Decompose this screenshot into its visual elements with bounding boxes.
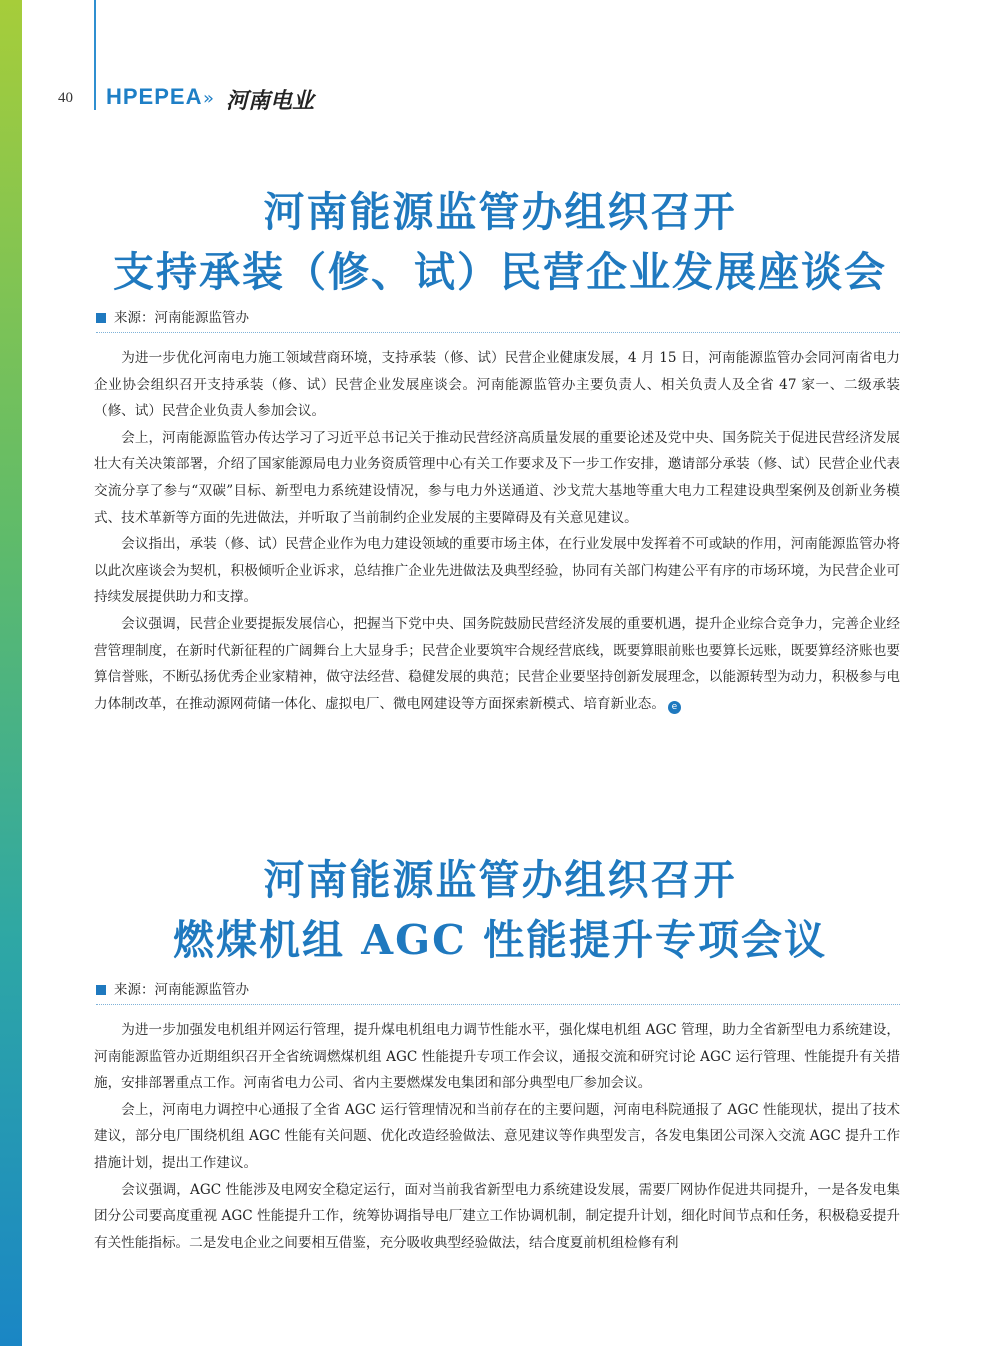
article2-title-line2: 燃煤机组 AGC 性能提升专项会议 bbox=[172, 916, 827, 964]
article1-paragraph: 会议指出，承装（修、试）民营企业作为电力建设领域的重要市场主体，在行业发展中发挥着不可或缺的作用，河南能源监管办将以此次座谈会为契机，积极倾听企业诉求，总结推广企业先进做法及典型经验，协同有关部门构建公平有序的市场环境，为民营企业可持续发展提供助力和支撑。 bbox=[94, 536, 900, 606]
article2-source-text: 来源：河南能源监管办 bbox=[114, 982, 249, 998]
side-color-bar bbox=[0, 0, 22, 1346]
article2-paragraph: 会议强调，AGC 性能涉及电网安全稳定运行，面对当前我省新型电力系统建设发展，需要厂网协作促进共同提升，一是各发电集团分公司要高度重视 AGC 性能提升工作，统筹协调指导电厂建立工作协调机制，制定提升计划，细化时间节点和任务，积极稳妥提升有关性能指标。二是发电企业之间要相互借鉴，充分吸收典型经验做法，结合度夏前机组检修有利 bbox=[94, 1181, 900, 1251]
article1-source-text: 来源：河南能源监管办 bbox=[114, 310, 249, 326]
article1-title bbox=[60, 182, 940, 302]
magazine-brand-chinese: 河南电业 bbox=[226, 88, 315, 114]
article1-paragraph: 会上，河南能源监管办传达学习了习近平总书记关于推动民营经济高质量发展的重要论述及党中央、国务院关于促进民营经济发展壮大有关决策部署，介绍了国家能源局电力业务资质管理中心有关工作要求及下一步工作安排，邀请部分承装（修、试）民营企业代表交流分享了参与“双碳”目标、新型电力系统建设情况，参与电力外送通道、沙戈荒大基地等重大电力工程建设典型案例及创新业务模式、技术革新等方面的先进做法，并听取了当前制约企业发展的主要障碍及有关意见建议。 bbox=[94, 429, 900, 526]
article2-paragraph: 会上，河南电力调控中心通报了全省 AGC 运行管理情况和当前存在的主要问题，河南电科院通报了 AGC 性能现状，提出了技术建议，部分电厂围绕机组 AGC 性能有关问题、优化改造经验做法、意见建议等作典型发言，各发电集团公司深入交流 AGC 提升工作措施计划，提出工作建议。 bbox=[94, 1101, 900, 1171]
source-square-icon bbox=[96, 313, 106, 323]
article1-paragraph-text: 会议强调，民营企业要提振发展信心，把握当下党中央、国务院鼓励民营经济发展的重要机遇，提升企业综合竞争力，完善企业经营管理制度，在新时代新征程的广阔舞台上大显身手；民营企业要筑牢合规经营底线，既要算眼前账也要算长远账，既要算经济账也要算信誉账，不断弘扬优秀企业家精神，做守法经营、稳健发展的典范；民营企业要坚持创新发展理念，以能源转型为动力，积极参与电力体制改革，在推动源网荷储一体化、虚拟电厂、微电网建设等方面探索新模式、培育新业态。 bbox=[94, 615, 900, 712]
end-mark-icon: e bbox=[668, 701, 681, 714]
article1-title-line2: 支持承装（修、试）民营企业发展座谈会 bbox=[113, 248, 887, 296]
source-square-icon bbox=[96, 985, 106, 995]
article1-source bbox=[96, 306, 900, 333]
article1-paragraph bbox=[94, 611, 900, 717]
brand-separator: » bbox=[203, 88, 215, 109]
article2-title-line1: 河南能源监管办组织召开 bbox=[263, 856, 737, 904]
article1-body bbox=[94, 345, 900, 717]
page-number: 40 bbox=[58, 90, 73, 106]
article1-title-line1: 河南能源监管办组织召开 bbox=[263, 188, 737, 236]
article1-paragraph: 为进一步优化河南电力施工领域营商环境，支持承装（修、试）民营企业健康发展，4 月 15 日，河南能源监管办会同河南省电力企业协会组织召开支持承装（修、试）民营企业发展座谈会。河南能源监管办主要负责人、相关负责人及全省 47 家一、二级承装（修、试）民营企业负责人参加会议。 bbox=[94, 350, 900, 420]
header-divider bbox=[94, 0, 96, 110]
article2-title bbox=[60, 850, 940, 970]
article2-body bbox=[94, 1017, 900, 1256]
article2-paragraph: 为进一步加强发电机组并网运行管理，提升煤电机组电力调节性能水平，强化煤电机组 AGC 管理，助力全省新型电力系统建设，河南能源监管办近期组织召开全省统调燃煤机组 AGC 性能提升专项工作会议，通报交流和研究讨论 AGC 运行管理、性能提升有关措施，安排部署重点工作。河南省电力公司、省内主要燃煤发电集团和部分典型电厂参加会议。 bbox=[94, 1022, 900, 1092]
article2-source bbox=[96, 978, 900, 1005]
magazine-brand-latin: HPEPEA bbox=[106, 84, 203, 109]
